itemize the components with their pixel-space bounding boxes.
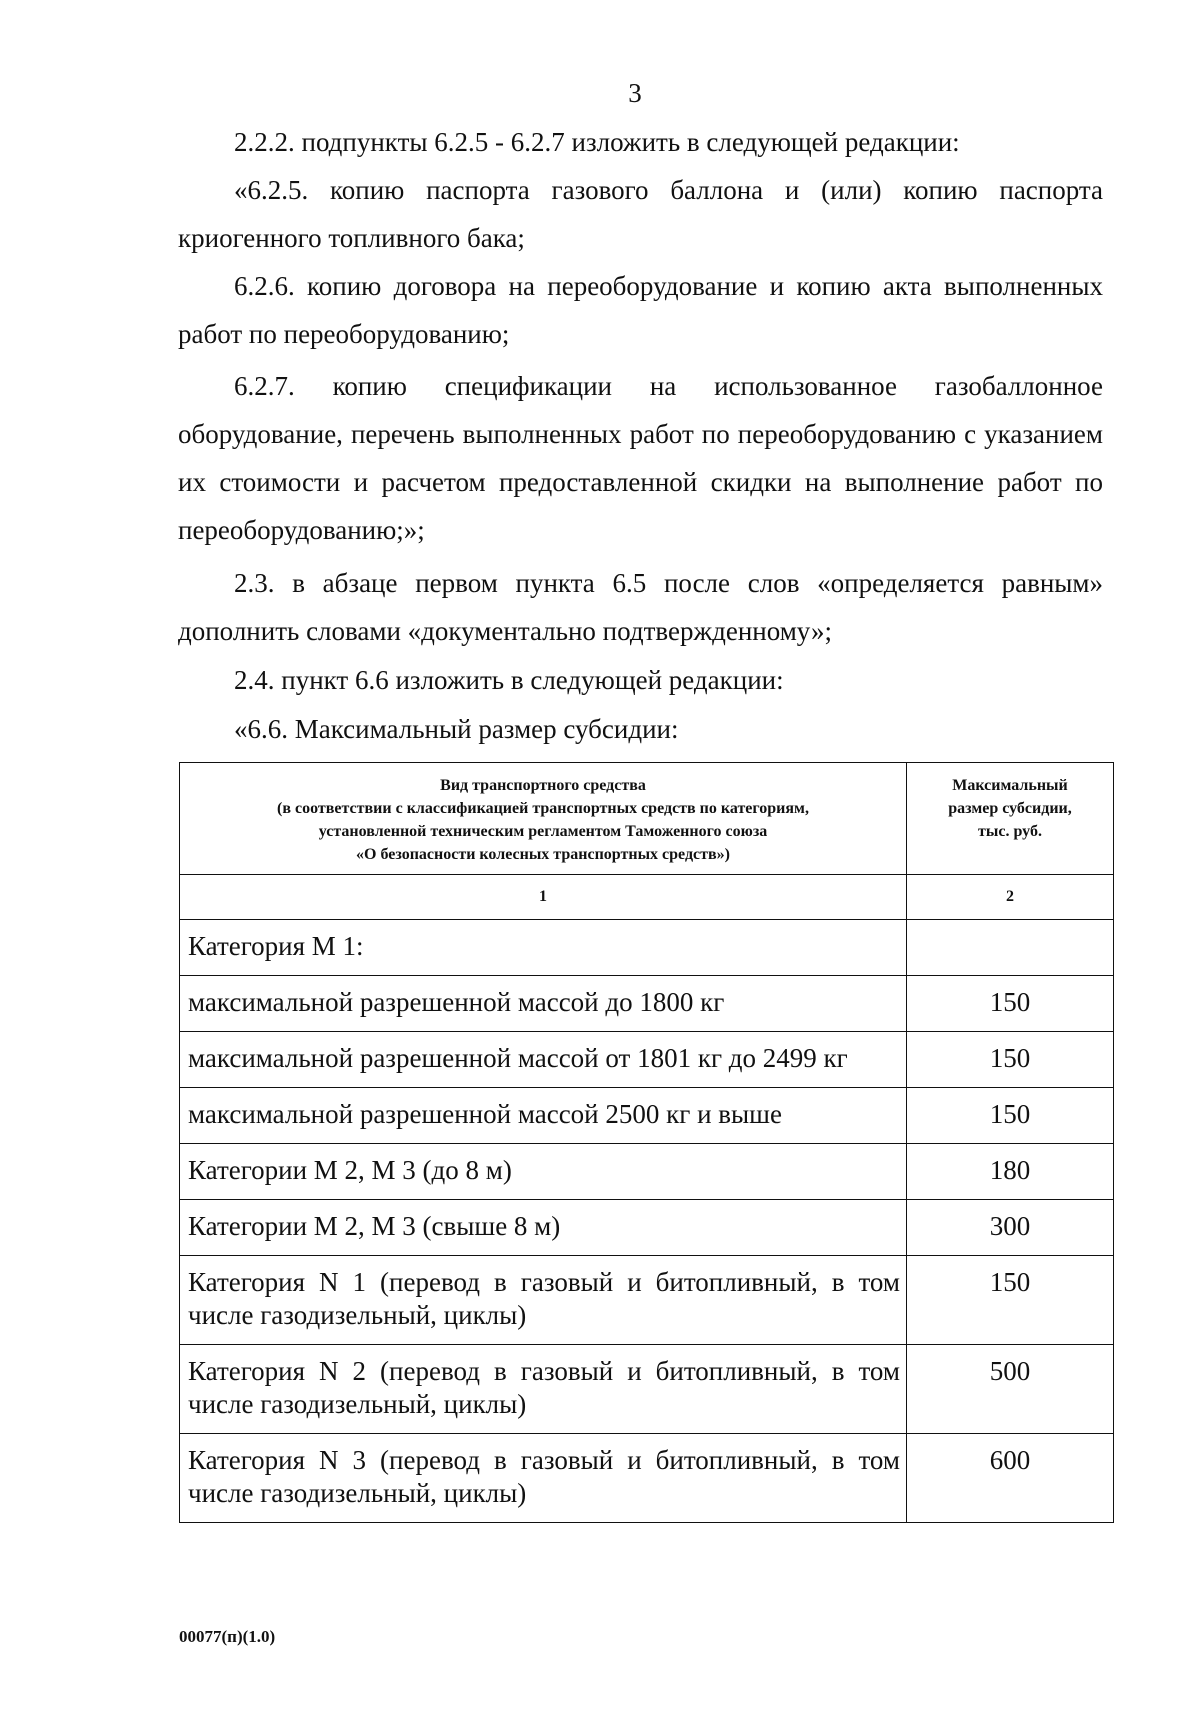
row-label: максимальной разрешенной массой 2500 кг и выше — [180, 1088, 907, 1144]
table-row — [180, 1144, 1114, 1200]
table-header-row — [180, 763, 1114, 875]
row-value: 150 — [907, 976, 1114, 1032]
row-label: Категория М 1: — [180, 920, 907, 976]
row-label: Категории М 2, М 3 (свыше 8 м) — [180, 1200, 907, 1256]
paragraph-6-6: «6.6. Максимальный размер субсидии: — [234, 714, 679, 744]
column-number-2: 2 — [907, 875, 1114, 920]
header-max-subsidy — [907, 763, 1114, 875]
paragraph-2-4: 2.4. пункт 6.6 изложить в следующей редакции: — [234, 665, 784, 695]
page-number: 3 — [628, 78, 642, 108]
table-row — [180, 1200, 1114, 1256]
row-value — [907, 920, 1114, 976]
document-code: 00077(п)(1.0) — [179, 1627, 276, 1646]
row-value: 600 — [907, 1434, 1114, 1523]
row-value: 300 — [907, 1200, 1114, 1256]
row-label: Категория N 1 (перевод в газовый и битопливный, в том числе газодизельный, циклы) — [180, 1256, 907, 1345]
table-row — [180, 1088, 1114, 1144]
paragraph-2-3: 2.3. в абзаце первом пункта 6.5 после слов «определяется равным» дополнить словами «документально подтвержденному»; — [178, 568, 1103, 646]
row-label: максимальной разрешенной массой от 1801 кг до 2499 кг — [180, 1032, 907, 1088]
row-value: 500 — [907, 1345, 1114, 1434]
table-row — [180, 1434, 1114, 1523]
header-vehicle-type — [180, 763, 907, 875]
row-value: 180 — [907, 1144, 1114, 1200]
header-vehicle-type-line2: (в соответствии с классификацией транспортных средств по категориям, — [277, 800, 809, 817]
paragraph-6-2-7: 6.2.7. копию спецификации на использованное газобаллонное оборудование, перечень выполненных работ по переоборудованию с указанием их стоимости и расчетом предоставленной скидки на выполнение работ по переоборудованию;»; — [178, 371, 1103, 545]
header-max-subsidy-line2: размер субсидии, — [948, 800, 1072, 817]
row-label: Категория N 3 (перевод в газовый и битопливный, в том числе газодизельный, циклы) — [180, 1434, 907, 1523]
column-number-row — [180, 875, 1114, 920]
table-row — [180, 920, 1114, 976]
paragraph-6-2-6: 6.2.6. копию договора на переоборудование и копию акта выполненных работ по переоборудованию; — [178, 271, 1103, 349]
row-label: максимальной разрешенной массой до 1800 кг — [180, 976, 907, 1032]
row-label: Категория N 2 (перевод в газовый и битопливный, в том числе газодизельный, циклы) — [180, 1345, 907, 1434]
row-value: 150 — [907, 1032, 1114, 1088]
table-row — [180, 976, 1114, 1032]
paragraph-2-2-2: 2.2.2. подпункты 6.2.5 - 6.2.7 изложить в следующей редакции: — [234, 127, 960, 157]
row-value: 150 — [907, 1256, 1114, 1345]
column-number-1: 1 — [180, 875, 907, 920]
header-max-subsidy-line1: Максимальный — [952, 777, 1068, 794]
header-vehicle-type-line3: установленной техническим регламентом Таможенного союза — [318, 823, 768, 840]
header-vehicle-type-line4: «О безопасности колесных транспортных средств») — [356, 846, 730, 863]
row-value: 150 — [907, 1088, 1114, 1144]
paragraph-6-2-5: «6.2.5. копию паспорта газового баллона и (или) копию паспорта криогенного топливного бака; — [178, 175, 1103, 253]
row-label: Категории М 2, М 3 (до 8 м) — [180, 1144, 907, 1200]
header-vehicle-type-line1: Вид транспортного средства — [440, 777, 646, 794]
subsidy-table — [179, 762, 1114, 1523]
table-row — [180, 1032, 1114, 1088]
header-max-subsidy-line3: тыс. руб. — [978, 823, 1042, 840]
table-row — [180, 1345, 1114, 1434]
table-row — [180, 1256, 1114, 1345]
